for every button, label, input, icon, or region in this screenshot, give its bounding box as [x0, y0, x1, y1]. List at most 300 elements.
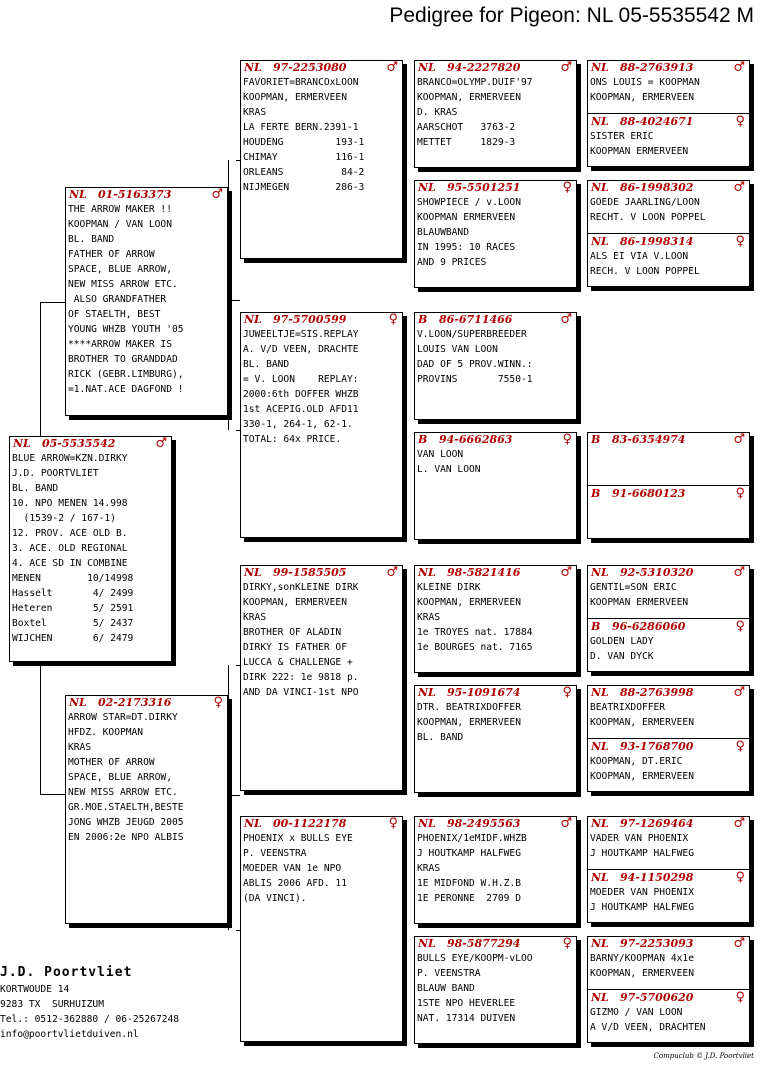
ring-number: 98-5877294	[447, 937, 521, 950]
pigeon-info-line: BL. BAND	[243, 359, 290, 370]
pigeon-info-line: 1E PERONNE 2709 D	[417, 893, 521, 904]
pigeon-info-line: ARROW STAR=DT.DIRKY	[68, 712, 178, 723]
pigeon-info-line: =1.NAT.ACE DAGFOND !	[68, 384, 184, 395]
pigeon-info-line: DAD OF 5 PROV.WINN.:	[417, 359, 533, 370]
ring-number: 91-6680123	[612, 487, 686, 500]
pigeon-info-line: BLUE ARROW=KZN.DIRKY	[12, 453, 128, 464]
pigeon-info-line: SPACE, BLUE ARROW,	[68, 772, 172, 783]
connector-line	[228, 160, 229, 430]
pigeon-info-line: 2000:6th DOFFER WHZB	[243, 389, 359, 400]
sex-symbol: ♂	[733, 816, 745, 831]
pigeon-info-line: DIRK 222: 1e 9818 p.	[243, 672, 359, 683]
connector-line	[228, 795, 240, 796]
pigeon-info-line: 4. ACE SD IN COMBINE	[12, 558, 128, 569]
pigeon-header	[241, 313, 402, 327]
pigeon-info-line: 12. PROV. ACE OLD B.	[12, 528, 128, 539]
ring-number: 88-2763998	[620, 686, 694, 699]
pigeon-box-dam[interactable]	[65, 695, 228, 924]
pigeon-info-line: SHOWPIECE / v.LOON	[417, 197, 521, 208]
pigeon-info-line: KRAS	[243, 107, 267, 118]
pigeon-info-line: GOLDEN LADY	[590, 636, 654, 647]
pigeon-box-dss[interactable]	[414, 565, 577, 673]
pigeon-box-dds[interactable]	[414, 816, 577, 924]
pigeon-info-line: KRAS	[68, 742, 92, 753]
gen4-pair[interactable]	[587, 60, 750, 167]
gen4-dam[interactable]	[588, 740, 749, 792]
pigeon-info-line: IN 1995: 10 RACES	[417, 242, 516, 253]
pigeon-header	[588, 235, 749, 249]
pigeon-info-line: Boxtel 5/ 2437	[12, 618, 134, 629]
pigeon-header	[588, 871, 749, 885]
sex-symbol: ♂	[733, 180, 745, 195]
country-code: NL	[591, 115, 609, 128]
pigeon-info-line: OF STAELTH, BEST	[68, 309, 161, 320]
pigeon-box-sss[interactable]	[414, 60, 577, 168]
divider	[588, 738, 749, 739]
sex-symbol: ♀	[735, 234, 745, 249]
pigeon-header	[588, 61, 749, 75]
connector-line	[228, 300, 240, 301]
ring-number: 01-5163373	[98, 188, 172, 201]
connector-line	[580, 713, 581, 759]
connector-line	[580, 964, 581, 1010]
connector-line	[40, 660, 41, 794]
pigeon-header	[588, 991, 749, 1005]
pigeon-info-line: FATHER OF ARROW	[68, 249, 155, 260]
gen4-dam[interactable]	[588, 871, 749, 923]
connector-line	[406, 873, 407, 991]
pigeon-info-line: 1e BOURGES nat. 7165	[417, 642, 533, 653]
sex-symbol: ♀	[562, 936, 572, 951]
sex-symbol: ♀	[388, 312, 398, 327]
sex-symbol: ♂	[733, 936, 745, 951]
pigeon-info-line: KOOPMAN ERMERVEEN	[590, 146, 689, 157]
ring-number: 92-5310320	[620, 566, 694, 579]
pigeon-info-line: L. VAN LOON	[417, 464, 481, 475]
ring-number: 99-1585505	[273, 566, 347, 579]
pigeon-info-line: TOTAL: 64x PRICE.	[243, 434, 342, 445]
credit: Compuclub © J.D. Poortvliet	[653, 1052, 754, 1060]
pigeon-info-line: KOOPMAN, ERMERVEEN	[590, 968, 694, 979]
pigeon-info-line: PHOENIX/1eMIDF.WHZB	[417, 833, 527, 844]
sex-symbol: ♂	[560, 60, 572, 75]
pigeon-info-line: A V/D VEEN, DRACHTEN	[590, 1022, 706, 1033]
sex-symbol: ♀	[735, 990, 745, 1005]
ring-number: 94-6662863	[439, 433, 513, 446]
pigeon-info-line: BL. BAND	[68, 234, 115, 245]
pigeon-header	[588, 686, 749, 700]
sex-symbol: ♂	[733, 685, 745, 700]
pigeon-info-line: KOOPMAN / VAN LOON	[68, 219, 172, 230]
pigeon-box-sds[interactable]	[414, 312, 577, 420]
ring-number: 95-1091674	[447, 686, 521, 699]
pigeon-info-line: NEW MISS ARROW ETC.	[68, 787, 178, 798]
sex-symbol: ♂	[560, 565, 572, 580]
connector-line	[580, 845, 581, 891]
pigeon-info-line: KOOPMAN, ERMERVEEN	[243, 92, 347, 103]
pigeon-info-line: 1STE NPO HEVERLEE	[417, 998, 516, 1009]
country-code: NL	[13, 437, 31, 450]
country-code: NL	[418, 937, 436, 950]
ring-number: 86-6711466	[439, 313, 513, 326]
country-code: NL	[244, 566, 262, 579]
ring-number: 88-4024671	[620, 115, 694, 128]
connector-line	[580, 209, 581, 255]
pigeon-info-line: 10. NPO MENEN 14.998	[12, 498, 128, 509]
pigeon-box-ddd[interactable]	[414, 936, 577, 1044]
pigeon-info-line: RECH. V LOON POPPEL	[590, 266, 700, 277]
ring-number: 94-2227820	[447, 61, 521, 74]
pigeon-info-line: EN 2006:2e NPO ALBIS	[68, 832, 184, 843]
ring-number: 83-6354974	[612, 433, 686, 446]
pigeon-info-line: (1539-2 / 167-1)	[12, 513, 116, 524]
pigeon-info-line: DTR. BEATRIXDOFFER	[417, 702, 521, 713]
pigeon-box-sire[interactable]	[65, 187, 228, 416]
country-code: B	[591, 433, 601, 446]
ring-number: 86-1998302	[620, 181, 694, 194]
pigeon-info-line: J.D. POORTVLIET	[12, 468, 99, 479]
gen4-dam[interactable]	[588, 235, 749, 287]
pigeon-info-line: ABLIS 2006 AFD. 11	[243, 878, 347, 889]
pigeon-box-sire-dam[interactable]	[240, 312, 403, 538]
country-code: NL	[591, 937, 609, 950]
gen4-pair[interactable]	[587, 816, 750, 923]
pigeon-info-line: KOOPMAN, ERMERVEEN	[590, 771, 694, 782]
pigeon-header	[588, 115, 749, 129]
pigeon-info-line: BEATRIXDOFFER	[590, 702, 666, 713]
country-code: B	[591, 487, 601, 500]
connector-line	[40, 302, 66, 303]
pigeon-info-line: BRANCO=OLYMP.DUIF'97	[417, 77, 533, 88]
country-code: NL	[591, 181, 609, 194]
divider	[588, 113, 749, 114]
ring-number: 86-1998314	[620, 235, 694, 248]
sex-symbol: ♀	[562, 180, 572, 195]
pigeon-info-line: BLAUWBAND	[417, 227, 469, 238]
connector-line	[406, 623, 407, 741]
pigeon-info-line: KOOPMAN ERMERVEEN	[417, 212, 516, 223]
pigeon-info-line: (DA VINCI).	[243, 893, 307, 904]
pigeon-info-line: KOOPMAN, ERMERVEEN	[590, 92, 694, 103]
connector-line	[40, 794, 66, 795]
pigeon-info-line: HFDZ. KOOPMAN	[68, 727, 144, 738]
gen4-sire[interactable]	[588, 181, 749, 233]
owner-phone: Tel.: 0512-362880 / 06-25267248	[0, 1014, 180, 1025]
ring-number: 97-1269464	[620, 817, 694, 830]
divider	[588, 618, 749, 619]
ring-number: 98-5821416	[447, 566, 521, 579]
pigeon-header	[415, 686, 576, 700]
owner-email: info@poortvlietduiven.nl	[0, 1029, 139, 1040]
sex-symbol: ♂	[560, 816, 572, 831]
pigeon-info-line: YOUNG WHZB YOUTH '05	[68, 324, 184, 335]
pigeon-info-line: KLEINE DIRK	[417, 582, 481, 593]
sex-symbol: ♂	[386, 60, 398, 75]
pigeon-info-line: JONG WHZB JEUGD 2005	[68, 817, 184, 828]
pigeon-info-line: MOTHER OF ARROW	[68, 757, 155, 768]
pigeon-info-line: RICK (GEBR.LIMBURG),	[68, 369, 184, 380]
gen4-sire[interactable]	[588, 566, 749, 618]
pigeon-info-line: P. VEENSTRA	[417, 968, 481, 979]
connector-line	[580, 86, 581, 132]
pigeon-header	[66, 696, 227, 710]
pigeon-info-line: LOUIS VAN LOON	[417, 344, 498, 355]
pigeon-box-dsd[interactable]	[414, 685, 577, 793]
pigeon-info-line: NEW MISS ARROW ETC.	[68, 279, 178, 290]
pigeon-header	[415, 61, 576, 75]
divider	[588, 233, 749, 234]
pigeon-info-line: KOOPMAN ERMERVEEN	[590, 597, 689, 608]
pigeon-info-line: 1st ACEPIG.OLD AFD11	[243, 404, 359, 415]
pigeon-header	[588, 433, 749, 447]
pigeon-info-line: BL. BAND	[12, 483, 59, 494]
gen4-dam[interactable]	[588, 620, 749, 672]
pigeon-box-subject[interactable]	[9, 436, 172, 662]
pigeon-info-line: BLAUW BAND	[417, 983, 475, 994]
pigeon-header	[588, 740, 749, 754]
pigeon-info-line: 1e TROYES nat. 17884	[417, 627, 533, 638]
connector-line	[580, 592, 581, 638]
pigeon-header	[588, 620, 749, 634]
pigeon-info-line: J HOUTKAMP HALFWEG	[590, 848, 694, 859]
pigeon-info-line: WIJCHEN 6/ 2479	[12, 633, 134, 644]
gen4-dam[interactable]	[588, 487, 749, 539]
pigeon-info-line: 330-1, 264-1, 62-1.	[243, 419, 353, 430]
gen4-pair[interactable]	[587, 936, 750, 1043]
pigeon-header	[588, 566, 749, 580]
pigeon-info-line: BULLS EYE/KOOPM-vLOO	[417, 953, 533, 964]
pigeon-info-line: SISTER ERIC	[590, 131, 654, 142]
pigeon-info-line: MOEDER VAN 1e NPO	[243, 863, 342, 874]
pigeon-header	[588, 817, 749, 831]
country-code: NL	[591, 991, 609, 1004]
pigeon-info-line: GENTIL=SON ERIC	[590, 582, 677, 593]
sex-symbol: ♀	[735, 739, 745, 754]
pigeon-header	[10, 437, 171, 451]
pigeon-info-line: GOEDE JAARLING/LOON	[590, 197, 700, 208]
pigeon-info-line: GR.MOE.STAELTH,BESTE	[68, 802, 184, 813]
gen4-pair[interactable]	[587, 685, 750, 792]
pigeon-info-line: KRAS	[417, 863, 441, 874]
pigeon-header	[415, 566, 576, 580]
sex-symbol: ♀	[562, 685, 572, 700]
gen4-sire[interactable]	[588, 817, 749, 869]
owner-info	[0, 964, 179, 1042]
ring-number: 88-2763913	[620, 61, 694, 74]
pigeon-info-line: SPACE, BLUE ARROW,	[68, 264, 172, 275]
pigeon-info-line: ****ARROW MAKER IS	[68, 339, 172, 350]
pigeon-info-line: NAT. 17314 DUIVEN	[417, 1013, 516, 1024]
ring-number: 00-1122178	[273, 817, 347, 830]
pigeon-header	[415, 313, 576, 327]
pigeon-header	[241, 61, 402, 75]
sex-symbol: ♀	[735, 114, 745, 129]
country-code: NL	[591, 566, 609, 579]
pigeon-info-line: KOOPMAN, ERMERVEEN	[590, 717, 694, 728]
connector-line	[406, 370, 407, 488]
gen4-sire[interactable]	[588, 686, 749, 738]
connector-line	[580, 458, 581, 504]
pigeon-info-line: KRAS	[243, 612, 267, 623]
ring-number: 93-1768700	[620, 740, 694, 753]
ring-number: 98-2495563	[447, 817, 521, 830]
pigeon-info-line: BROTHER OF ALADIN	[243, 627, 342, 638]
gen4-sire[interactable]	[588, 61, 749, 113]
pigeon-info-line: AND DA VINCI-1st NPO	[243, 687, 359, 698]
gen4-pair[interactable]	[587, 565, 750, 672]
pigeon-info-line: 1E MIDFOND W.H.Z.B	[417, 878, 521, 889]
pigeon-info-line: Heteren 5/ 2591	[12, 603, 134, 614]
divider	[588, 869, 749, 870]
pigeon-info-line: BARNY/KOOPMAN 4x1e	[590, 953, 694, 964]
pigeon-info-line: LA FERTE BERN.2391-1	[243, 122, 359, 133]
divider	[588, 989, 749, 990]
pigeon-header	[415, 937, 576, 951]
ring-number: 97-2253093	[620, 937, 694, 950]
pigeon-info-line: MOEDER VAN PHOENIX	[590, 887, 694, 898]
pigeon-info-line: Hasselt 4/ 2499	[12, 588, 134, 599]
pigeon-info-line: KOOPMAN, DT.ERIC	[590, 756, 683, 767]
pigeon-info-line: RECHT. V LOON POPPEL	[590, 212, 706, 223]
ring-number: 97-2253080	[273, 61, 347, 74]
country-code: NL	[591, 235, 609, 248]
pigeon-info-line: KOOPMAN, ERMERVEEN	[243, 597, 347, 608]
sex-symbol: ♂	[211, 187, 223, 202]
ring-number: 96-6286060	[612, 620, 686, 633]
pigeon-info-line: D. KRAS	[417, 107, 458, 118]
sex-symbol: ♀	[735, 870, 745, 885]
sex-symbol: ♂	[560, 312, 572, 327]
pigeon-info-line: BL. BAND	[417, 732, 464, 743]
country-code: NL	[418, 181, 436, 194]
pigeon-info-line: KOOPMAN, ERMERVEEN	[417, 597, 521, 608]
pigeon-info-line: J HOUTKAMP HALFWEG	[590, 902, 694, 913]
pigeon-info-line: DIRKY,sonKLEINE DIRK	[243, 582, 359, 593]
pigeon-info-line: BROTHER TO GRANDDAD	[68, 354, 178, 365]
country-code: NL	[418, 61, 436, 74]
pigeon-header	[588, 487, 749, 501]
connector-line	[228, 665, 229, 930]
pigeon-info-line: FAVORIET=BRANCOxLOON	[243, 77, 359, 88]
pigeon-info-line: NIJMEGEN 286-3	[243, 182, 365, 193]
pigeon-info-line: V.LOON/SUPERBREEDER	[417, 329, 527, 340]
pigeon-header	[415, 433, 576, 447]
gen4-dam[interactable]	[588, 991, 749, 1043]
pigeon-box-sdd[interactable]	[414, 432, 577, 540]
pigeon-info-line: DIRKY IS FATHER OF	[243, 642, 347, 653]
gen4-pair[interactable]	[587, 180, 750, 287]
pigeon-info-line: AND 9 PRICES	[417, 257, 487, 268]
ring-number: 97-5700599	[273, 313, 347, 326]
ring-number: 94-1150298	[620, 871, 694, 884]
pigeon-info-line: KRAS	[417, 612, 441, 623]
country-code: NL	[591, 686, 609, 699]
gen4-dam[interactable]	[588, 115, 749, 167]
country-code: B	[418, 313, 428, 326]
country-code: NL	[244, 817, 262, 830]
country-code: NL	[591, 61, 609, 74]
pigeon-info-line: GIZMO / VAN LOON	[590, 1007, 683, 1018]
sex-symbol: ♀	[388, 816, 398, 831]
owner-street: KORTWOUDE 14	[0, 984, 70, 995]
country-code: NL	[69, 696, 87, 709]
pigeon-info-line: MENEN 10/14998	[12, 573, 134, 584]
pigeon-info-line: VAN LOON	[417, 449, 464, 460]
sex-symbol: ♂	[386, 565, 398, 580]
pigeon-header	[241, 566, 402, 580]
pigeon-info-line: JUWEELTJE=SIS.REPLAY	[243, 329, 359, 340]
pigeon-info-line: KOOPMAN, ERMERVEEN	[417, 717, 521, 728]
pigeon-info-line: CHIMAY 116-1	[243, 152, 365, 163]
gen4-pair[interactable]	[587, 432, 750, 539]
divider	[588, 485, 749, 486]
pigeon-header	[588, 181, 749, 195]
pigeon-info-line: ONS LOUIS = KOOPMAN	[590, 77, 700, 88]
country-code: NL	[591, 817, 609, 830]
gen4-sire[interactable]	[588, 433, 749, 485]
owner-name: J.D. Poortvliet	[0, 965, 133, 980]
country-code: B	[591, 620, 601, 633]
country-code: NL	[418, 686, 436, 699]
country-code: NL	[418, 817, 436, 830]
pigeon-header	[415, 817, 576, 831]
pigeon-info-line: P. VEENSTRA	[243, 848, 307, 859]
pigeon-info-line: PROVINS 7550-1	[417, 374, 533, 385]
pigeon-info-line: PHOENIX x BULLS EYE	[243, 833, 353, 844]
pigeon-info-line: A. V/D VEEN, DRACHTE	[243, 344, 359, 355]
sex-symbol: ♂	[155, 436, 167, 451]
pigeon-header	[66, 188, 227, 202]
owner-city: 9283 TX SURHUIZUM	[0, 999, 104, 1010]
country-code: NL	[69, 188, 87, 201]
country-code: B	[418, 433, 428, 446]
pigeon-box-ssd[interactable]	[414, 180, 577, 288]
pigeon-info-line: LUCCA & CHALLENGE +	[243, 657, 353, 668]
pigeon-box-dam-sire[interactable]	[240, 565, 403, 791]
sex-symbol: ♀	[735, 486, 745, 501]
pigeon-info-line: KOOPMAN, ERMERVEEN	[417, 92, 521, 103]
country-code: NL	[591, 740, 609, 753]
ring-number: 02-2173316	[98, 696, 172, 709]
pigeon-box-sire-sire[interactable]	[240, 60, 403, 259]
pigeon-info-line: 3. ACE. OLD REGIONAL	[12, 543, 128, 554]
sex-symbol: ♀	[562, 432, 572, 447]
pigeon-header	[241, 817, 402, 831]
sex-symbol: ♂	[733, 432, 745, 447]
gen4-sire[interactable]	[588, 937, 749, 989]
pigeon-header	[415, 181, 576, 195]
country-code: NL	[591, 871, 609, 884]
pigeon-info-line: ORLEANS 84-2	[243, 167, 365, 178]
pigeon-info-line: THE ARROW MAKER !!	[68, 204, 172, 215]
pigeon-info-line: ALS EI VIA V.LOON	[590, 251, 689, 262]
ring-number: 05-5535542	[42, 437, 116, 450]
pigeon-box-dam-dam[interactable]	[240, 816, 403, 1042]
sex-symbol: ♂	[733, 565, 745, 580]
pigeon-info-line: D. VAN DYCK	[590, 651, 654, 662]
country-code: NL	[418, 566, 436, 579]
sex-symbol: ♀	[213, 695, 223, 710]
sex-symbol: ♀	[735, 619, 745, 634]
ring-number: 95-5501251	[447, 181, 521, 194]
pigeon-info-line: METTET 1829-3	[417, 137, 516, 148]
country-code: NL	[244, 313, 262, 326]
country-code: NL	[244, 61, 262, 74]
pigeon-info-line: AARSCHOT 3763-2	[417, 122, 516, 133]
pigeon-info-line: HOUDENG 193-1	[243, 137, 365, 148]
pigeon-info-line: ALSO GRANDFATHER	[68, 294, 167, 305]
connector-line	[40, 302, 41, 438]
